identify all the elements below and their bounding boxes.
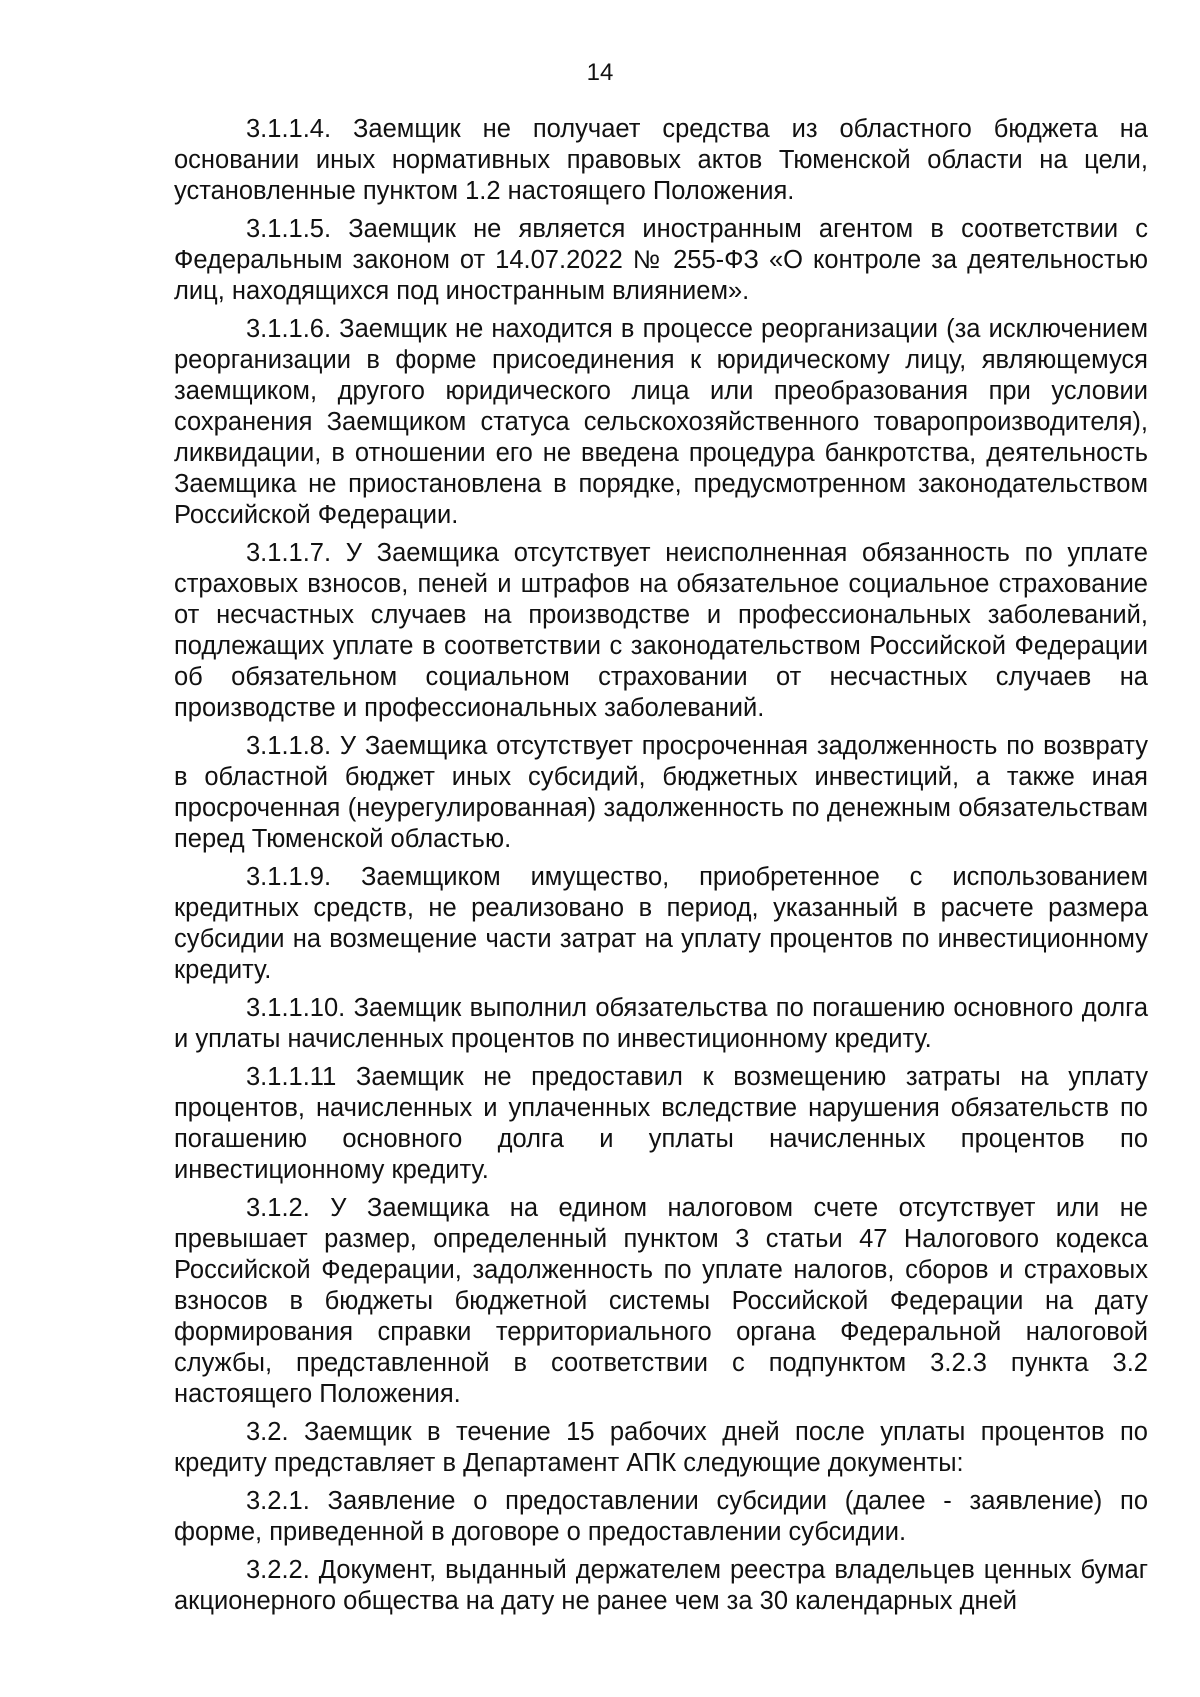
paragraph-3-1-1-4: 3.1.1.4. Заемщик не получает средства из областного бюджета на основании иных нормативных правовых актов Тюменской области на цели, установленные пунктом 1.2 настоящего Положения.: [174, 115, 1148, 205]
paragraph-3-2: 3.2. Заемщик в течение 15 рабочих дней после уплаты процентов по кредиту представляет в Департамент АПК следующие документы:: [174, 1418, 1148, 1477]
paragraph-3-1-1-10: 3.1.1.10. Заемщик выполнил обязательства по погашению основного долга и уплаты начисленных процентов по инвестиционному кредиту.: [174, 994, 1148, 1053]
paragraph-3-2-2: 3.2.2. Документ, выданный держателем реестра владельцев ценных бумаг акционерного общества на дату не ранее чем за 30 календарных дней: [174, 1556, 1148, 1615]
paragraph-3-1-1-8: 3.1.1.8. У Заемщика отсутствует просроченная задолженность по возврату в областной бюджет иных субсидий, бюджетных инвестиций, а также иная просроченная (неурегулированная) задолженность по денежным обязательствам перед Тюменской областью.: [174, 732, 1148, 853]
page-number: 14: [586, 59, 614, 86]
paragraph-3-1-1-6: 3.1.1.6. Заемщик не находится в процессе реорганизации (за исключением реорганизации в форме присоединения к юридическому лицу, являющемуся заемщиком, другого юридического лица или преобразования при условии сохранения Заемщиком статуса сельскохозяйственного товаропроизводителя), ликвидации, в отношении его не введена процедура банкротства, деятельность Заемщика не приостановлена в порядке, предусмотренном законодательством Российской Федерации.: [174, 315, 1148, 529]
document-body: [174, 114, 1148, 1624]
paragraph-3-1-1-9: 3.1.1.9. Заемщиком имущество, приобретенное с использованием кредитных средств, не реализовано в период, указанный в расчете размера субсидии на возмещение части затрат на уплату процентов по инвестиционному кредиту.: [174, 863, 1148, 984]
paragraph-3-1-1-5: 3.1.1.5. Заемщик не является иностранным агентом в соответствии с Федеральным законом от 14.07.2022 № 255-ФЗ «О контроле за деятельностью лиц, находящихся под иностранным влиянием».: [174, 215, 1148, 305]
paragraph-3-1-2: 3.1.2. У Заемщика на едином налоговом счете отсутствует или не превышает размер, определенный пунктом 3 статьи 47 Налогового кодекса Российской Федерации, задолженность по уплате налогов, сборов и страховых взносов в бюджеты бюджетной системы Российской Федерации на дату формирования справки территориального органа Федеральной налоговой службы, представленной в соответствии с подпунктом 3.2.3 пункта 3.2 настоящего Положения.: [174, 1194, 1148, 1408]
paragraph-3-2-1: 3.2.1. Заявление о предоставлении субсидии (далее - заявление) по форме, приведенной в договоре о предоставлении субсидии.: [174, 1487, 1148, 1546]
paragraph-3-1-1-11: 3.1.1.11 Заемщик не предоставил к возмещению затраты на уплату процентов, начисленных и уплаченных вследствие нарушения обязательств по погашению основного долга и уплаты начисленных процентов по инвестиционному кредиту.: [174, 1063, 1148, 1184]
paragraph-3-1-1-7: 3.1.1.7. У Заемщика отсутствует неисполненная обязанность по уплате страховых взносов, пеней и штрафов на обязательное социальное страхование от несчастных случаев на производстве и профессиональных заболеваний, подлежащих уплате в соответствии с законодательством Российской Федерации об обязательном социальном страховании от несчастных случаев на производстве и профессиональных заболеваний.: [174, 539, 1148, 722]
